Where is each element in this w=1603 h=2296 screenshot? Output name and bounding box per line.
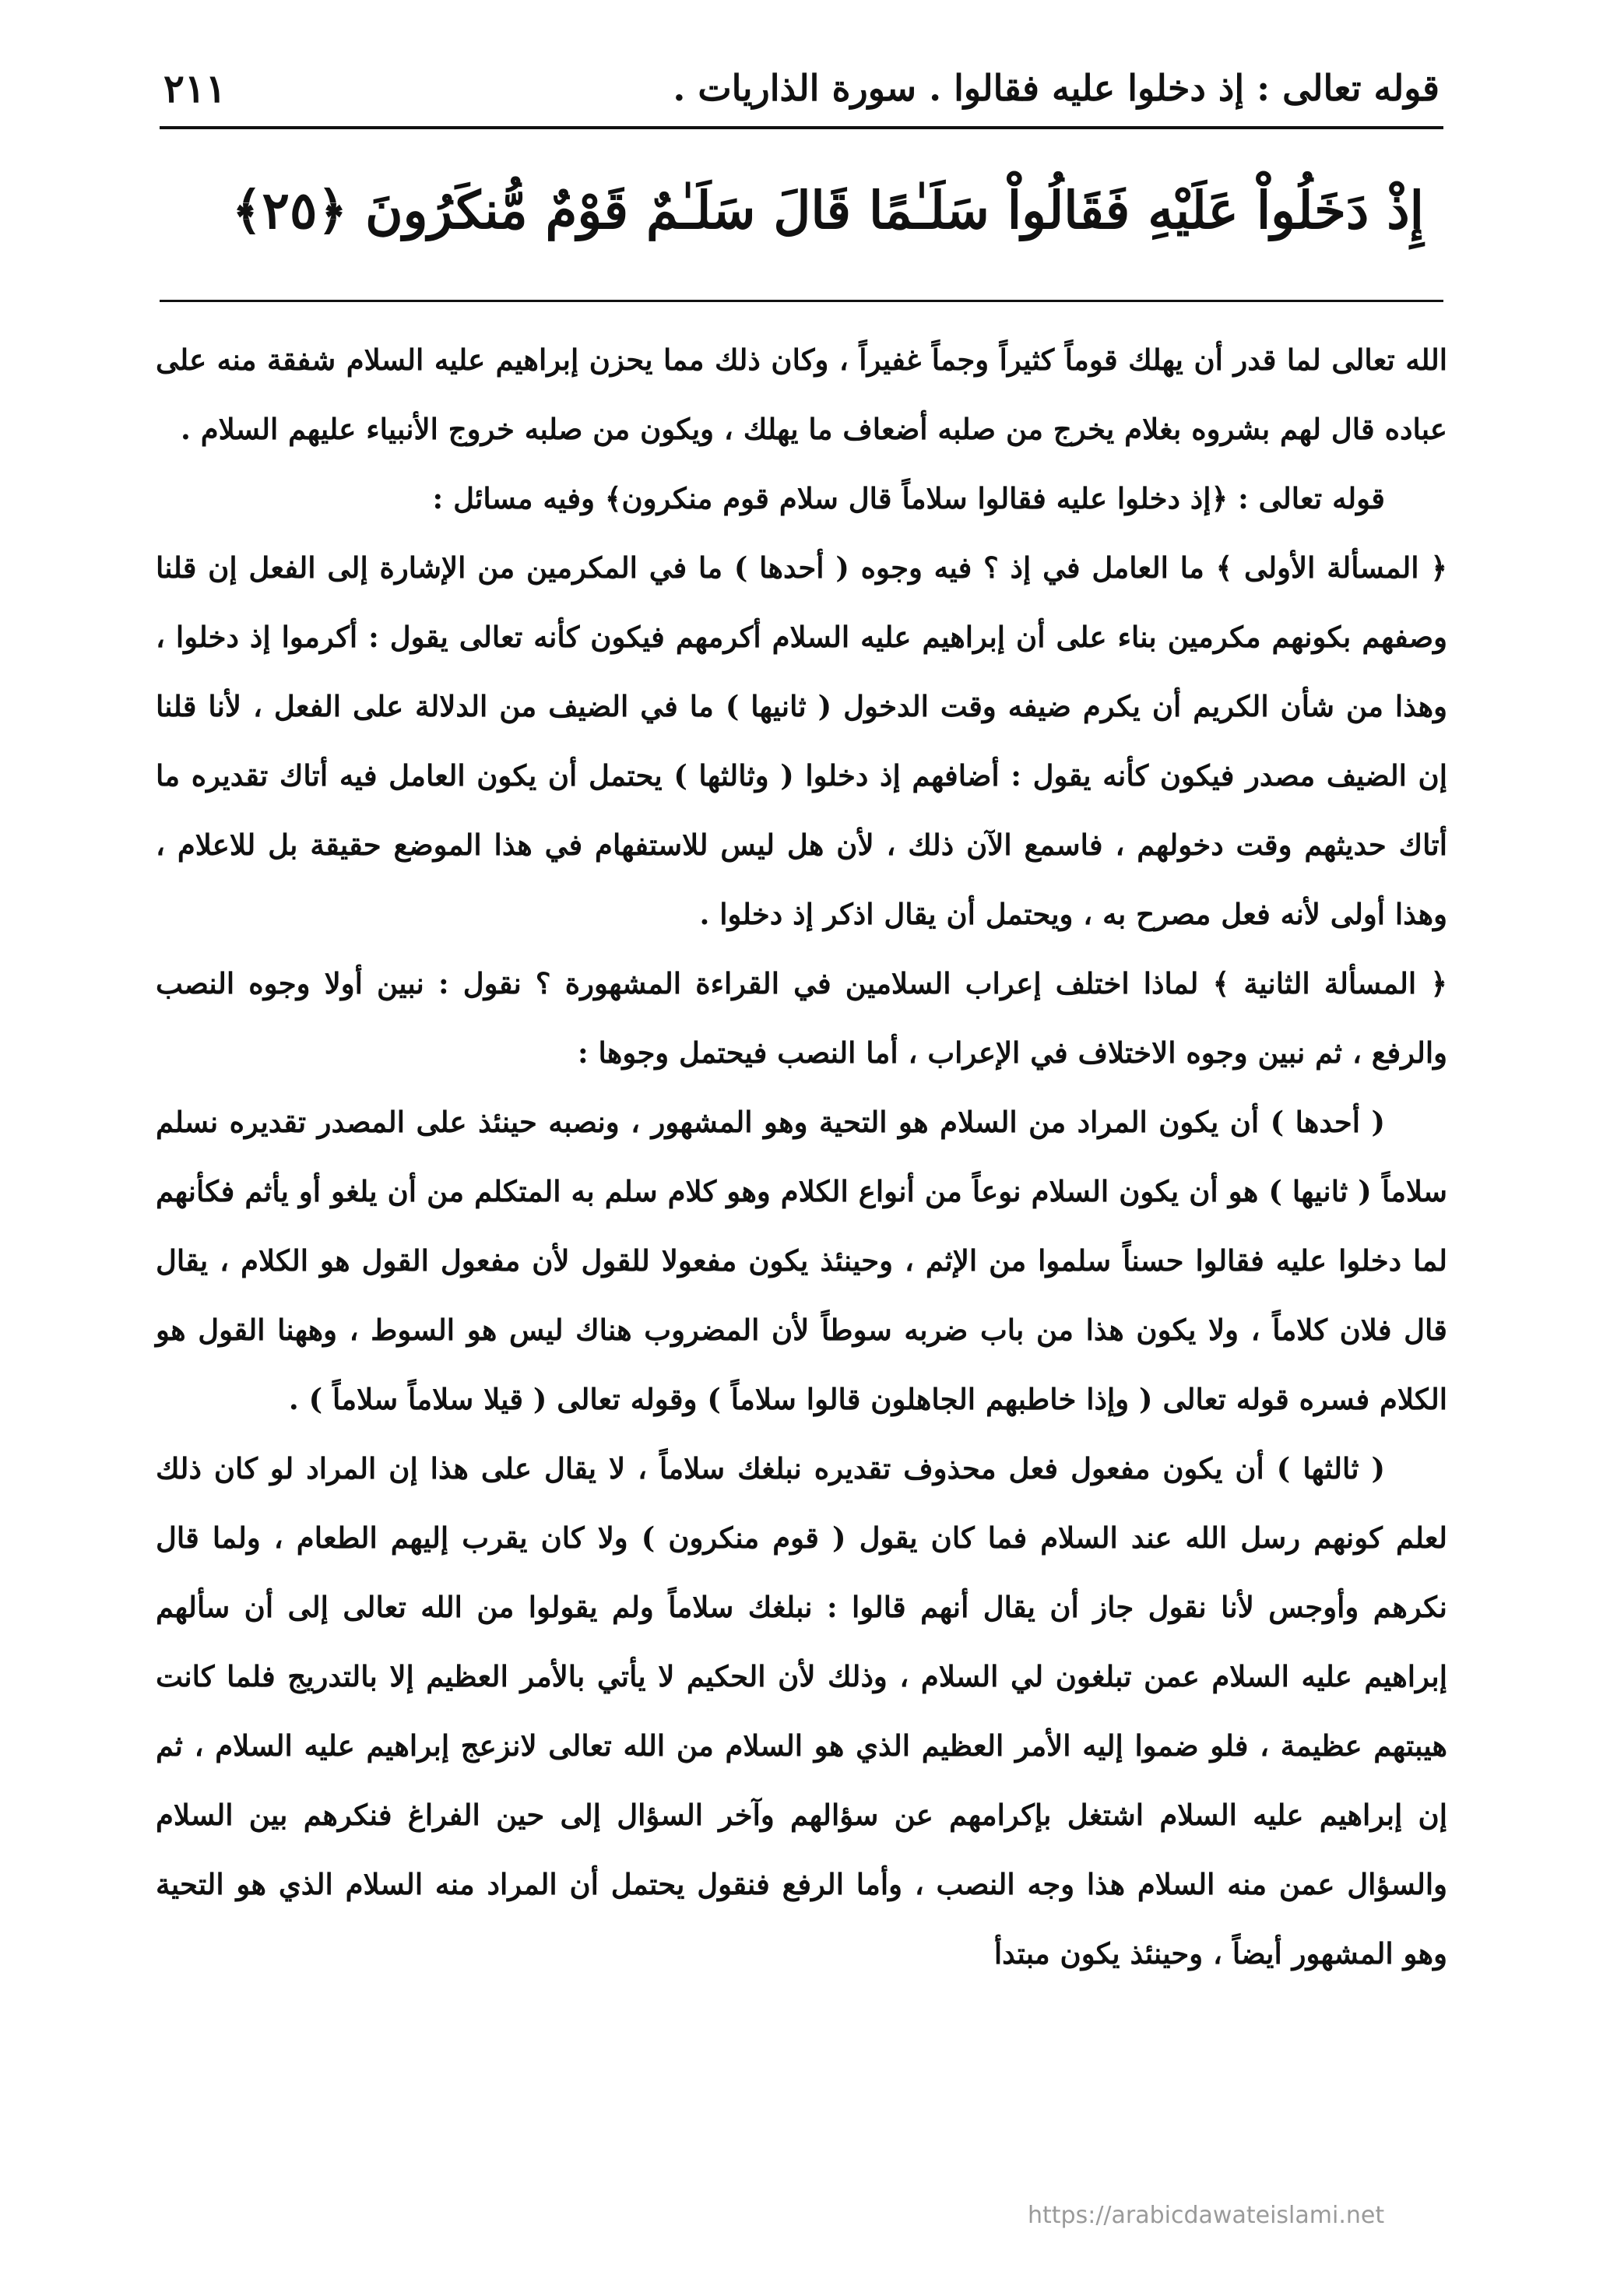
- verse-divider: [160, 300, 1443, 302]
- body-text: [156, 325, 1447, 1988]
- paragraph: ﴿ المسألة الأولى ﴾ ما العامل في إذ ؟ فيه وجوه ( أحدها ) ما في المكرمين من الإشارة إلى الفعل إن قلنا وصفهم بكونهم مكرمين بناء على أن إبراهيم عليه السلام أكرمهم فيكون كأنه تعالى يقول : أكرموا إذ دخلوا ، وهذا من شأن الكريم أن يكرم ضيفه وقت الدخول ( ثانيها ) ما في الضيف من الدلالة على الفعل ، لأنا قلنا إن الضيف مصدر فيكون كأنه يقول : أضافهم إذ دخلوا ( وثالثها ) يحتمل أن يكون العامل فيه أتاك تقديره ما أتاك حديثهم وقت دخولهم ، فاسمع الآن ذلك ، لأن هل ليس للاستفهام في هذا الموضع حقيقة بل للاعلام ، وهذا أولى لأنه فعل مصرح به ، ويحتمل أن يقال اذكر إذ دخلوا .: [156, 550, 1447, 931]
- header-divider: [160, 126, 1443, 129]
- paragraph: الله تعالى لما قدر أن يهلك قوماً كثيراً وجماً غفيراً ، وكان ذلك مما يحزن إبراهيم عليه السلام شفقة منه على عباده قال لهم بشروه بغلام يخرج من صلبه أضعاف ما يهلك ، ويكون من صلبه خروج الأنبياء عليهم السلام .: [156, 343, 1447, 446]
- paragraph: قوله تعالى : ﴿إذ دخلوا عليه فقالوا سلاماً قال سلام قوم منكرون﴾ وفيه مسائل :: [432, 481, 1385, 515]
- running-header: [163, 61, 1440, 115]
- quran-verse: إِذْ دَخَلُواْ عَلَيْهِ فَقَالُواْ سَلَـٰمًا قَالَ سَلَـٰمٌ قَوْمٌ مُّنكَرُونَ ﴿٢٥﴾: [231, 180, 1424, 241]
- header-title: قوله تعالى : إذ دخلوا عليه فقالوا . سورة الذاريات .: [673, 67, 1440, 109]
- page-number: ٢١١: [163, 65, 227, 111]
- watermark-url: https://arabicdawateislami.net: [1028, 2202, 1385, 2229]
- paragraph: ( أحدها ) أن يكون المراد من السلام هو التحية وهو المشهور ، ونصبه حينئذ على المصدر تقديره نسلم سلاماً ( ثانيها ) هو أن يكون السلام نوعاً من أنواع الكلام وهو كلام سلم به المتكلم من أن يلغو أو يأثم فكأنهم لما دخلوا عليه فقالوا حسناً سلموا من الإثم ، وحينئذ يكون مفعولا للقول لأن مفعول القول هو الكلام ، يقال قال فلان كلاماً ، ولا يكون هذا من باب ضربه سوطاً لأن المضروب هناك ليس هو السوط ، وههنا القول هو الكلام فسره قوله تعالى ( وإذا خاطبهم الجاهلون قالوا سلاماً ) وقوله تعالى ( قيلا سلاماً سلاماً ) .: [156, 1105, 1447, 1416]
- paragraph: ( ثالثها ) أن يكون مفعول فعل محذوف تقديره نبلغك سلاماً ، لا يقال على هذا إن المراد لو كان ذلك لعلم كونهم رسل الله عند السلام فما كان يقول ( قوم منكرون ) ولا كان يقرب إليهم الطعام ، ولما قال نكرهم وأوجس لأنا نقول جاز أن يقال أنهم قالوا : نبلغك سلاماً ولم يقولوا من الله تعالى إلى أن سألهم إبراهيم عليه السلام عمن تبلغون لي السلام ، وذلك لأن الحكيم لا يأتي بالأمر العظيم إلا بالتدريج فلما كانت هيبتهم عظيمة ، فلو ضموا إليه الأمر العظيم الذي هو السلام من الله تعالى لانزعج إبراهيم عليه السلام ، ثم إن إبراهيم عليه السلام اشتغل بإكرامهم عن سؤالهم وآخر السؤال إلى حين الفراغ فنكرهم بين السلام والسؤال عمن منه السلام هذا وجه النصب ، وأما الرفع فنقول يحتمل أن المراد منه السلام الذي هو التحية وهو المشهور أيضاً ، وحينئذ يكون مبتدأ: [156, 1451, 1447, 1971]
- paragraph: ﴿ المسألة الثانية ﴾ لماذا اختلف إعراب السلامين في القراءة المشهورة ؟ نقول : نبين أولا وجوه النصب والرفع ، ثم نبين وجوه الاختلاف في الإعراب ، أما النصب فيحتمل وجوها :: [156, 966, 1447, 1070]
